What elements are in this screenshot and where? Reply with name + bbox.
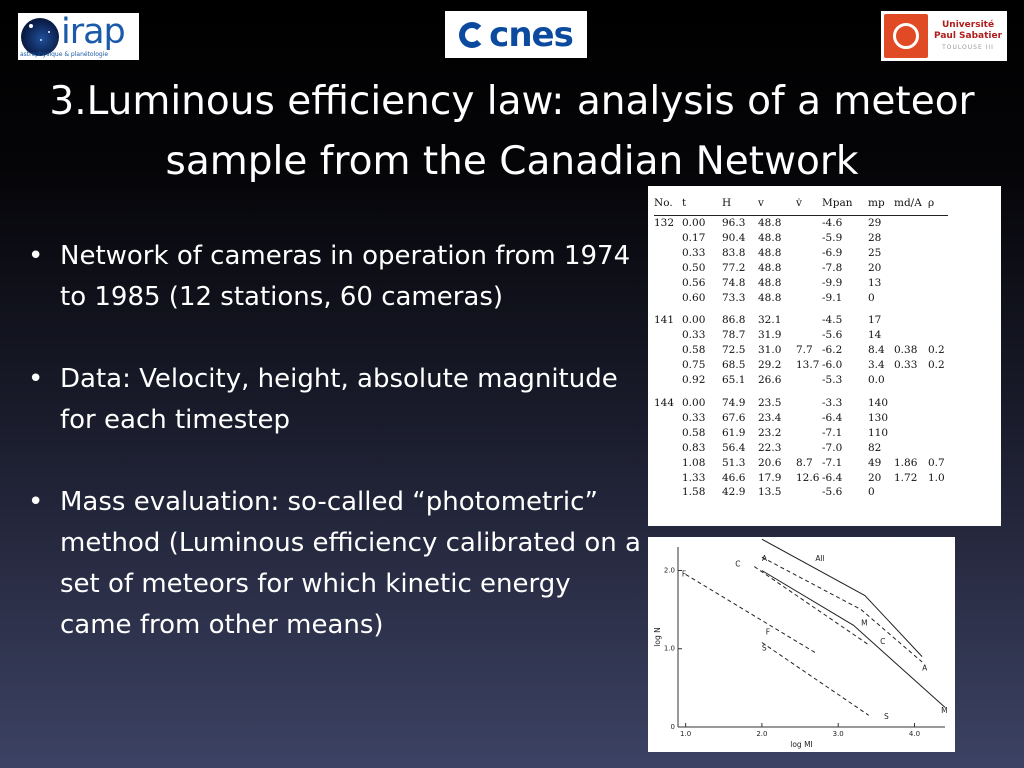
slide-title-line2: sample from the Canadian Network	[165, 139, 859, 184]
meteor-number-cell: 132	[654, 217, 675, 229]
meteor-number-cell	[654, 328, 682, 343]
table-cell: 61.9	[722, 426, 746, 439]
series-label: S	[761, 643, 767, 653]
y-tick-label: 2.0	[663, 566, 675, 575]
table-cell: 42.9	[722, 486, 746, 499]
table-cell: 17	[868, 314, 882, 327]
table-cell: 13.7	[796, 359, 820, 372]
table-row	[654, 411, 948, 426]
table-cell: 0.00	[682, 217, 706, 229]
table-cell: 78.7	[722, 329, 746, 342]
table-cell: 17.9	[758, 471, 782, 484]
table-cell: 0.38	[894, 344, 918, 357]
table-cell: 0.33	[682, 411, 706, 424]
table-row	[654, 396, 948, 411]
table-cell	[894, 411, 928, 426]
table-cell: 13.5	[758, 486, 782, 499]
table-body	[654, 216, 948, 501]
table-cell: 0.83	[682, 441, 706, 454]
table-cell	[928, 396, 948, 411]
meteor-number-cell	[654, 485, 682, 500]
meteor-number-cell: 144	[654, 396, 675, 409]
table-cell	[928, 426, 948, 441]
irap-logo-subtitle: astrophysique & planétologie	[20, 51, 109, 58]
col-header: Mpan	[822, 191, 868, 216]
ups-logo	[881, 11, 1007, 61]
table-cell: 77.2	[722, 261, 746, 274]
table-cell: -7.1	[822, 456, 843, 469]
table-cell	[894, 426, 928, 441]
series-label: M	[941, 705, 948, 715]
meteor-number-cell	[654, 261, 682, 276]
table-cell	[796, 441, 822, 456]
table-cell: 96.3	[722, 217, 746, 229]
table-cell: 23.2	[758, 426, 782, 439]
table-cell	[928, 246, 948, 261]
table-cell: 48.8	[758, 246, 782, 259]
table-row	[654, 471, 948, 486]
table-cell: 8.4	[868, 344, 885, 357]
table-cell: 1.86	[894, 456, 918, 469]
table-cell: 74.9	[722, 396, 746, 409]
meteor-data-table	[648, 186, 1001, 526]
table-cell: 140	[868, 396, 889, 409]
data-table	[654, 190, 948, 500]
table-cell	[894, 261, 928, 276]
col-header: v	[758, 191, 796, 216]
col-header: v̇	[796, 191, 822, 216]
ups-logo-line2: Paul Sabatier	[934, 30, 1003, 41]
table-cell	[928, 411, 948, 426]
table-cell: 82	[868, 441, 882, 454]
x-tick-label: 1.0	[680, 730, 692, 738]
bullet-item: • Network of cameras in operation from 1974 to 1985 (12 stations, 60 cameras)	[26, 236, 646, 318]
table-cell: 68.5	[722, 359, 746, 372]
meteor-number-cell	[654, 441, 682, 456]
table-cell: 0.75	[682, 359, 706, 372]
table-cell: 3.4	[868, 359, 885, 372]
irap-logo-word: irap	[61, 12, 125, 52]
table-cell	[796, 276, 822, 291]
table-cell	[796, 246, 822, 261]
table-row	[654, 456, 948, 471]
table-cell: 25	[868, 246, 882, 259]
table-cell: 0.50	[682, 261, 706, 274]
table-cell: -4.5	[822, 314, 843, 327]
irap-disc-icon	[21, 18, 59, 56]
table-cell: 31.9	[758, 329, 782, 342]
table-cell: 49	[868, 456, 882, 469]
table-cell: -3.3	[822, 396, 843, 409]
col-header: No.	[654, 191, 682, 216]
table-cell: 20.6	[758, 456, 782, 469]
table-cell	[796, 373, 822, 388]
table-cell: -5.3	[822, 374, 843, 387]
table-cell	[894, 396, 928, 411]
table-cell: 31.0	[758, 344, 782, 357]
table-row	[654, 261, 948, 276]
table-cell: -9.1	[822, 291, 843, 304]
table-cell: 0.17	[682, 231, 706, 244]
table-row	[654, 485, 948, 500]
table-cell: 0.0	[868, 374, 885, 387]
table-cell: -6.0	[822, 359, 843, 372]
table-cell	[894, 291, 928, 306]
table-cell	[928, 231, 948, 246]
table-cell	[928, 328, 948, 343]
table-cell	[796, 396, 822, 411]
table-cell: 67.6	[722, 411, 746, 424]
table-cell: 48.8	[758, 231, 782, 244]
table-cell: 13	[868, 276, 882, 289]
table-cell: 110	[868, 426, 889, 439]
table-cell: 0.7	[928, 456, 945, 469]
table-group-gap	[654, 305, 948, 313]
table-cell	[928, 216, 948, 231]
ups-logo-line1: Université	[942, 19, 995, 30]
cnes-logo-word: cnes	[489, 14, 573, 55]
meteor-number-cell	[654, 231, 682, 246]
table-row	[654, 373, 948, 388]
table-cell: -7.1	[822, 426, 843, 439]
col-header: mp	[868, 191, 894, 216]
table-cell: 90.4	[722, 231, 746, 244]
slide-title-line1: 3.Luminous efficiency law: analysis of a meteor	[49, 79, 975, 124]
table-row	[654, 276, 948, 291]
table-row	[654, 246, 948, 261]
table-cell	[928, 291, 948, 306]
table-row	[654, 313, 948, 328]
slide-title	[0, 72, 1024, 192]
table-cell	[796, 261, 822, 276]
table-cell	[928, 441, 948, 456]
series-line-f	[686, 574, 816, 652]
table-cell: 83.8	[722, 246, 746, 259]
table-row	[654, 358, 948, 373]
cnes-swoosh-icon	[459, 22, 485, 48]
table-cell: 32.1	[758, 314, 782, 327]
table-cell	[796, 291, 822, 306]
table-cell: 0.2	[928, 344, 945, 357]
meteor-number-cell	[654, 291, 682, 306]
table-cell: -6.2	[822, 344, 843, 357]
table-cell: 23.5	[758, 396, 782, 409]
series-label: A	[761, 554, 768, 564]
table-cell: 7.7	[796, 344, 813, 357]
table-cell: 73.3	[722, 291, 746, 304]
table-row	[654, 216, 948, 231]
table-cell: -6.9	[822, 246, 843, 259]
table-cell: 74.8	[722, 276, 746, 289]
table-cell: 0.92	[682, 374, 706, 387]
table-cell: -7.8	[822, 261, 843, 274]
bullet-item: • Mass evaluation: so-called “photometric” method (Luminous efficiency calibrated on a set of meteors for which kinetic energy came from other means)	[26, 482, 646, 646]
table-cell: 0.33	[682, 246, 706, 259]
table-cell: 28	[868, 231, 882, 244]
table-cell: -5.6	[822, 329, 843, 342]
meteor-number-cell	[654, 343, 682, 358]
x-tick-label: 4.0	[908, 730, 921, 738]
table-cell	[894, 276, 928, 291]
table-cell	[928, 261, 948, 276]
table-cell: -4.6	[822, 217, 843, 229]
table-cell: 1.08	[682, 456, 706, 469]
table-cell	[928, 313, 948, 328]
table-cell: 0.58	[682, 426, 706, 439]
table-row	[654, 328, 948, 343]
meteor-number-cell	[654, 456, 682, 471]
table-cell: 1.58	[682, 486, 706, 499]
meteor-number-cell: 141	[654, 314, 675, 327]
table-cell	[928, 276, 948, 291]
meteor-number-cell	[654, 373, 682, 388]
meteor-number-cell	[654, 246, 682, 261]
table-cell: 0	[868, 291, 875, 304]
table-cell	[796, 426, 822, 441]
table-cell: 29	[868, 217, 882, 229]
table-cell: 0.00	[682, 314, 706, 327]
table-cell	[796, 328, 822, 343]
table-cell: 0.33	[894, 359, 918, 372]
table-cell: 48.8	[758, 276, 782, 289]
table-cell	[796, 411, 822, 426]
table-cell	[928, 485, 948, 500]
table-row	[654, 291, 948, 306]
bullet-list	[26, 236, 646, 687]
table-row	[654, 231, 948, 246]
x-tick-label: 3.0	[832, 730, 844, 738]
table-row	[654, 343, 948, 358]
table-cell: 1.33	[682, 471, 706, 484]
cnes-logo	[445, 11, 587, 58]
series-line-all	[762, 539, 922, 656]
table-cell: 20	[868, 261, 882, 274]
table-cell	[894, 313, 928, 328]
col-header: H	[722, 191, 758, 216]
table-cell: 0.00	[682, 396, 706, 409]
table-row	[654, 426, 948, 441]
table-cell: 65.1	[722, 374, 746, 387]
table-cell: 48.8	[758, 261, 782, 274]
table-cell	[894, 246, 928, 261]
table-cell: 56.4	[722, 441, 746, 454]
table-cell: -9.9	[822, 276, 843, 289]
table-group-gap	[654, 388, 948, 396]
table-cell	[796, 231, 822, 246]
table-cell: 0.2	[928, 359, 945, 372]
table-cell: 14	[868, 329, 882, 342]
x-axis-label: log MI	[790, 740, 813, 749]
table-cell	[894, 441, 928, 456]
meteor-number-cell	[654, 276, 682, 291]
table-cell: -7.0	[822, 441, 843, 454]
meteor-number-cell	[654, 411, 682, 426]
irap-logo	[18, 13, 139, 60]
table-row	[654, 441, 948, 456]
table-cell: 46.6	[722, 471, 746, 484]
series-label: All	[815, 554, 825, 564]
table-cell: -5.9	[822, 231, 843, 244]
table-cell: 72.5	[722, 344, 746, 357]
table-header-row	[654, 191, 948, 216]
ups-seal-icon	[884, 14, 928, 58]
table-cell	[796, 313, 822, 328]
bullet-item: • Data: Velocity, height, absolute magnitude for each timestep	[26, 359, 646, 441]
table-cell	[796, 216, 822, 231]
meteor-number-cell	[654, 426, 682, 441]
table-cell: 0.60	[682, 291, 706, 304]
logN-logMI-chart	[648, 537, 955, 752]
table-cell	[928, 373, 948, 388]
series-label: C	[880, 637, 886, 647]
table-cell: 1.72	[894, 471, 918, 484]
table-cell: 22.3	[758, 441, 782, 454]
table-cell: 1.0	[928, 471, 945, 484]
meteor-number-cell	[654, 471, 682, 486]
series-label: F	[681, 569, 687, 579]
series-label: F	[765, 627, 771, 637]
meteor-number-cell	[654, 358, 682, 373]
ups-logo-text	[934, 20, 1002, 53]
table-cell: 0.33	[682, 329, 706, 342]
y-tick-label: 0	[670, 723, 675, 731]
table-cell: 20	[868, 471, 882, 484]
table-cell	[894, 328, 928, 343]
table-cell: 0.58	[682, 344, 706, 357]
ups-logo-line3: TOULOUSE III	[942, 43, 994, 51]
table-cell: 0	[868, 486, 875, 499]
table-cell: 12.6	[796, 471, 820, 484]
series-label: M	[861, 618, 868, 628]
y-tick-label: 1.0	[663, 644, 675, 653]
series-line-a	[762, 557, 922, 662]
table-cell: 23.4	[758, 411, 782, 424]
table-cell: -6.4	[822, 471, 843, 484]
table-cell	[894, 231, 928, 246]
table-cell: 29.2	[758, 359, 782, 372]
series-line-c	[754, 567, 868, 645]
table-cell: 0.56	[682, 276, 706, 289]
y-axis-label: log N	[653, 627, 662, 647]
col-header: md/A	[894, 191, 928, 216]
col-header: ρ	[928, 191, 948, 216]
series-line-s	[762, 643, 869, 716]
table-cell: 8.7	[796, 456, 813, 469]
table-cell: -5.6	[822, 486, 843, 499]
table-cell: 26.6	[758, 374, 782, 387]
series-label: A	[922, 663, 928, 673]
series-label: S	[883, 712, 889, 722]
chart-svg	[648, 537, 955, 752]
table-cell: 48.8	[758, 217, 782, 229]
table-cell: 48.8	[758, 291, 782, 304]
series-label: C	[735, 559, 741, 569]
table-cell	[894, 485, 928, 500]
table-cell	[894, 373, 928, 388]
table-cell: 130	[868, 411, 889, 424]
table-cell: 51.3	[722, 456, 746, 469]
table-cell	[894, 216, 928, 231]
table-cell	[796, 485, 822, 500]
x-tick-label: 2.0	[756, 730, 768, 738]
col-header: t	[682, 191, 722, 216]
table-cell: -6.4	[822, 411, 843, 424]
table-cell: 86.8	[722, 314, 746, 327]
